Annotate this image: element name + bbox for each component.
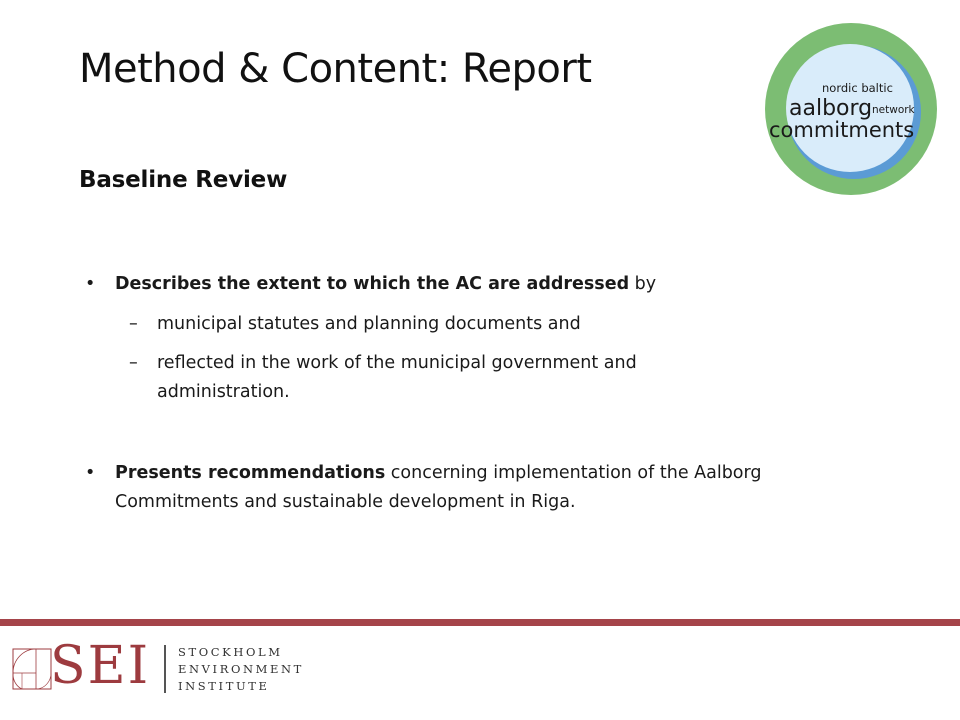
slide-title: Method & Content: Report xyxy=(79,46,592,92)
bullet-text xyxy=(115,270,835,299)
sub-bullet-marker: – xyxy=(129,353,138,373)
sub-bullet-text: municipal statutes and planning documents and xyxy=(157,314,581,334)
subtitle: Baseline Review xyxy=(79,167,288,193)
sub-bullet-text: reflected in the work of the municipal government and administration. xyxy=(157,353,637,402)
sei-word: STOCKHOLM xyxy=(178,645,283,659)
sei-words xyxy=(178,644,304,695)
sei-letters: SEI xyxy=(50,636,151,696)
logo-line1: nordic baltic xyxy=(822,81,893,95)
sub-bullet-marker: – xyxy=(129,314,138,334)
sei-word: INSTITUTE xyxy=(178,679,270,693)
sei-word: ENVIRONMENT xyxy=(178,662,304,676)
bullet-marker: • xyxy=(85,274,96,294)
bullet-marker: • xyxy=(85,463,96,483)
logo-line2-small: network xyxy=(872,104,915,116)
bullet-rest-text: by xyxy=(629,274,657,294)
bullet-bold-text: Presents recommendations xyxy=(115,463,386,483)
bullet-rest-text: concerning implementation of the Aalborg Commitments and sustainable development in Riga. xyxy=(115,463,762,512)
logo-line3: commitments xyxy=(769,118,915,142)
sei-separator xyxy=(164,645,166,693)
footer-divider xyxy=(0,619,960,626)
bullet-bold-text: Describes the extent to which the AC are addressed xyxy=(115,274,630,294)
logo-line2-main: aalborg xyxy=(789,96,873,121)
bullet-text xyxy=(115,459,835,517)
sei-logo xyxy=(12,636,304,700)
aalborg-commitments-logo xyxy=(764,22,938,196)
